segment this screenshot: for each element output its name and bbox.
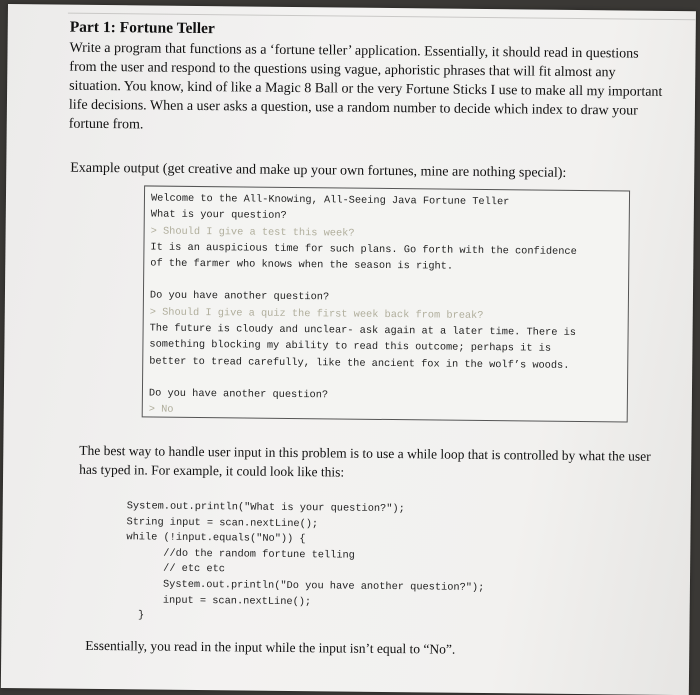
intro-line: fortune from. bbox=[68, 116, 144, 133]
console-line: The future is cloudy and unclear- ask again at a later time. There is bbox=[149, 322, 577, 340]
document-page bbox=[1, 4, 696, 695]
code-line: input = scan.nextLine(); bbox=[125, 593, 312, 608]
console-line: Do you have another question? bbox=[149, 289, 330, 304]
loop-explanation bbox=[79, 441, 665, 485]
console-user-input: > Should I give a quiz the first week back from break? bbox=[149, 306, 484, 322]
intro-line: life decisions. When a user asks a question, use a random number to decide which index to draw your bbox=[68, 97, 638, 119]
code-line: // etc etc bbox=[126, 562, 226, 576]
console-user-input: > No bbox=[148, 403, 174, 417]
console-line: of the farmer who knows when the season is right. bbox=[150, 257, 454, 273]
console-line: Do you have another question? bbox=[148, 387, 329, 402]
intro-line: situation. You know, kind of like a Magic 8 Ball or the very Fortune Sticks I use to make all my important bbox=[69, 78, 663, 100]
intro-line: from the user and respond to the questions using vague, aphoristic phrases that will fit almost any bbox=[69, 59, 616, 81]
section-title: Part 1: Fortune Teller bbox=[69, 18, 215, 38]
code-line: System.out.println("Do you have another question?"); bbox=[125, 578, 485, 594]
console-line: something blocking my ability to read this outcome; perhaps it is bbox=[149, 338, 552, 356]
note-line: The best way to handle user input in this problem is to use a while loop that is controlled by what the user bbox=[79, 442, 651, 464]
example-console-output bbox=[142, 185, 630, 422]
intro-line: Write a program that functions as a ‘fortune teller’ application. Essentially, it should read in questions bbox=[69, 40, 639, 62]
closing-sentence: Essentially, you read in the input while the input isn’t equal to “No”. bbox=[85, 637, 456, 657]
code-line: String input = scan.nextLine(); bbox=[126, 515, 319, 530]
console-line: What is your question? bbox=[150, 208, 287, 223]
code-sample bbox=[126, 499, 486, 627]
console-line: better to tread carefully, like the ancient fox in the wolf’s woods. bbox=[149, 355, 570, 372]
code-line: while (!input.equals("No")) { bbox=[126, 531, 306, 546]
code-line: } bbox=[125, 609, 145, 622]
console-line: Welcome to the All-Knowing, All-Seeing Java Fortune Teller bbox=[150, 192, 510, 209]
example-label: Example output (get creative and make up your own fortunes, mine are nothing special): bbox=[70, 160, 567, 181]
intro-paragraph bbox=[69, 39, 678, 140]
code-line: //do the random fortune telling bbox=[126, 547, 355, 562]
note-line: has typed in. For example, it could look like this: bbox=[79, 461, 345, 480]
console-line: It is an auspicious time for such plans. Go forth with the confidence bbox=[150, 241, 577, 258]
console-user-input: > Should I give a test this week? bbox=[150, 225, 355, 240]
code-line: System.out.println("What is your question?"); bbox=[126, 500, 405, 516]
